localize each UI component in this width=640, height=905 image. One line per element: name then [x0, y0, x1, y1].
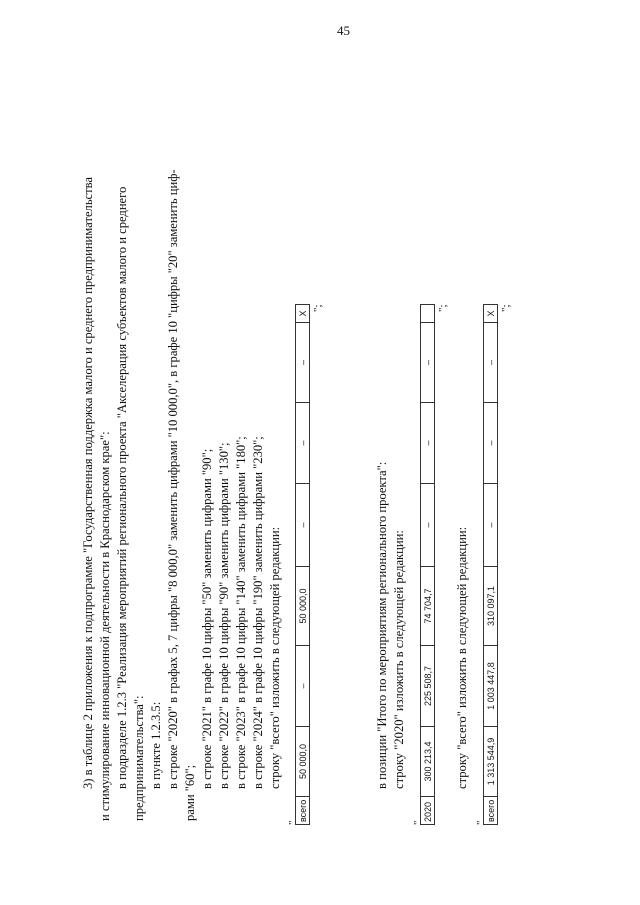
table-cell: –	[484, 483, 497, 566]
open-quote-2: "	[412, 820, 424, 825]
text-line-14: строку "2020" изложить в следующей редакции:	[392, 530, 406, 789]
text-line-10: в строке "2023" в графе 10 цифры "140" заменить цифрами "180";	[234, 436, 248, 789]
close-quote-3: ";	[500, 304, 512, 312]
text-line-5: в пункте 1.2.3.5:	[149, 701, 163, 789]
table-cell: 310 097,1	[484, 566, 497, 645]
table-cell: –	[484, 322, 497, 402]
table-cell: –	[484, 402, 497, 483]
table-cell: –	[421, 402, 434, 483]
table-cell: –	[296, 402, 309, 483]
table-cell: всего	[484, 796, 497, 824]
table-cell: 1 313 544,9	[484, 726, 497, 796]
table-total-2	[483, 304, 498, 825]
table-cell: X	[297, 310, 308, 317]
text-line-3: в подразделе 1.2.3 "Реализация мероприятий регионального проекта "Акселерация субъектов малого и среднего	[115, 186, 129, 789]
text-line-8: в строке "2021" в графе 10 цифры "50" заменить цифрами "90";	[200, 448, 214, 789]
table-total-1	[295, 304, 310, 825]
text-line-7: рами "60";	[183, 764, 197, 821]
text-line-9: в строке "2022" в графе 10 цифры "90" заменить цифрами "130";	[217, 442, 231, 789]
text-line-15: строку "всего" изложить в следующей редакции:	[455, 526, 469, 789]
table-cell: –	[296, 645, 309, 726]
text-line-12: строку "всего" изложить в следующей редакции:	[268, 526, 282, 789]
table-cell: –	[296, 483, 309, 566]
table-cell: –	[421, 483, 434, 566]
table-2020	[420, 304, 435, 825]
open-quote-3: "	[475, 820, 487, 825]
table-cell: –	[296, 322, 309, 402]
table-cell: 50 000,0	[296, 566, 309, 645]
table-cell: X	[485, 310, 496, 317]
table-cell: 2020	[421, 796, 434, 824]
page-number: 45	[337, 23, 350, 38]
table-cell	[421, 305, 434, 322]
text-line-4: предпринимательства":	[132, 695, 146, 821]
table-cell: 300 213,4	[421, 726, 434, 796]
text-line-11: в строке "2024" в графе 10 цифры "190" заменить цифрами "230";	[251, 436, 265, 789]
table-cell: 225 508,7	[421, 645, 434, 726]
table-cell: –	[421, 322, 434, 402]
open-quote-1: "	[287, 820, 299, 825]
text-line-6: в строке "2020" в графах 5, 7 цифры "8 000,0" заменить цифрами "10 000,0", в графе 10 "цифры "20" заменить циф-	[166, 169, 180, 789]
text-line-2: и стимулирование инновационной деятельности в Краснодарском крае":	[98, 431, 112, 821]
text-line-1: 3) в таблице 2 приложения к подпрограмме "Государственная поддержка малого и среднего предпринимательства	[81, 176, 95, 789]
table-cell: 1 003 447,8	[484, 645, 497, 726]
close-quote-2: ";	[437, 304, 449, 312]
table-cell: 74 704,7	[421, 566, 434, 645]
table-cell: всего	[296, 796, 309, 824]
table-cell: 50 000,0	[296, 726, 309, 796]
close-quote-1: ";	[312, 304, 324, 312]
text-line-13: в позиции "Итого по мероприятиям регионального проекта":	[375, 461, 389, 789]
rotated-page-content	[80, 75, 640, 835]
